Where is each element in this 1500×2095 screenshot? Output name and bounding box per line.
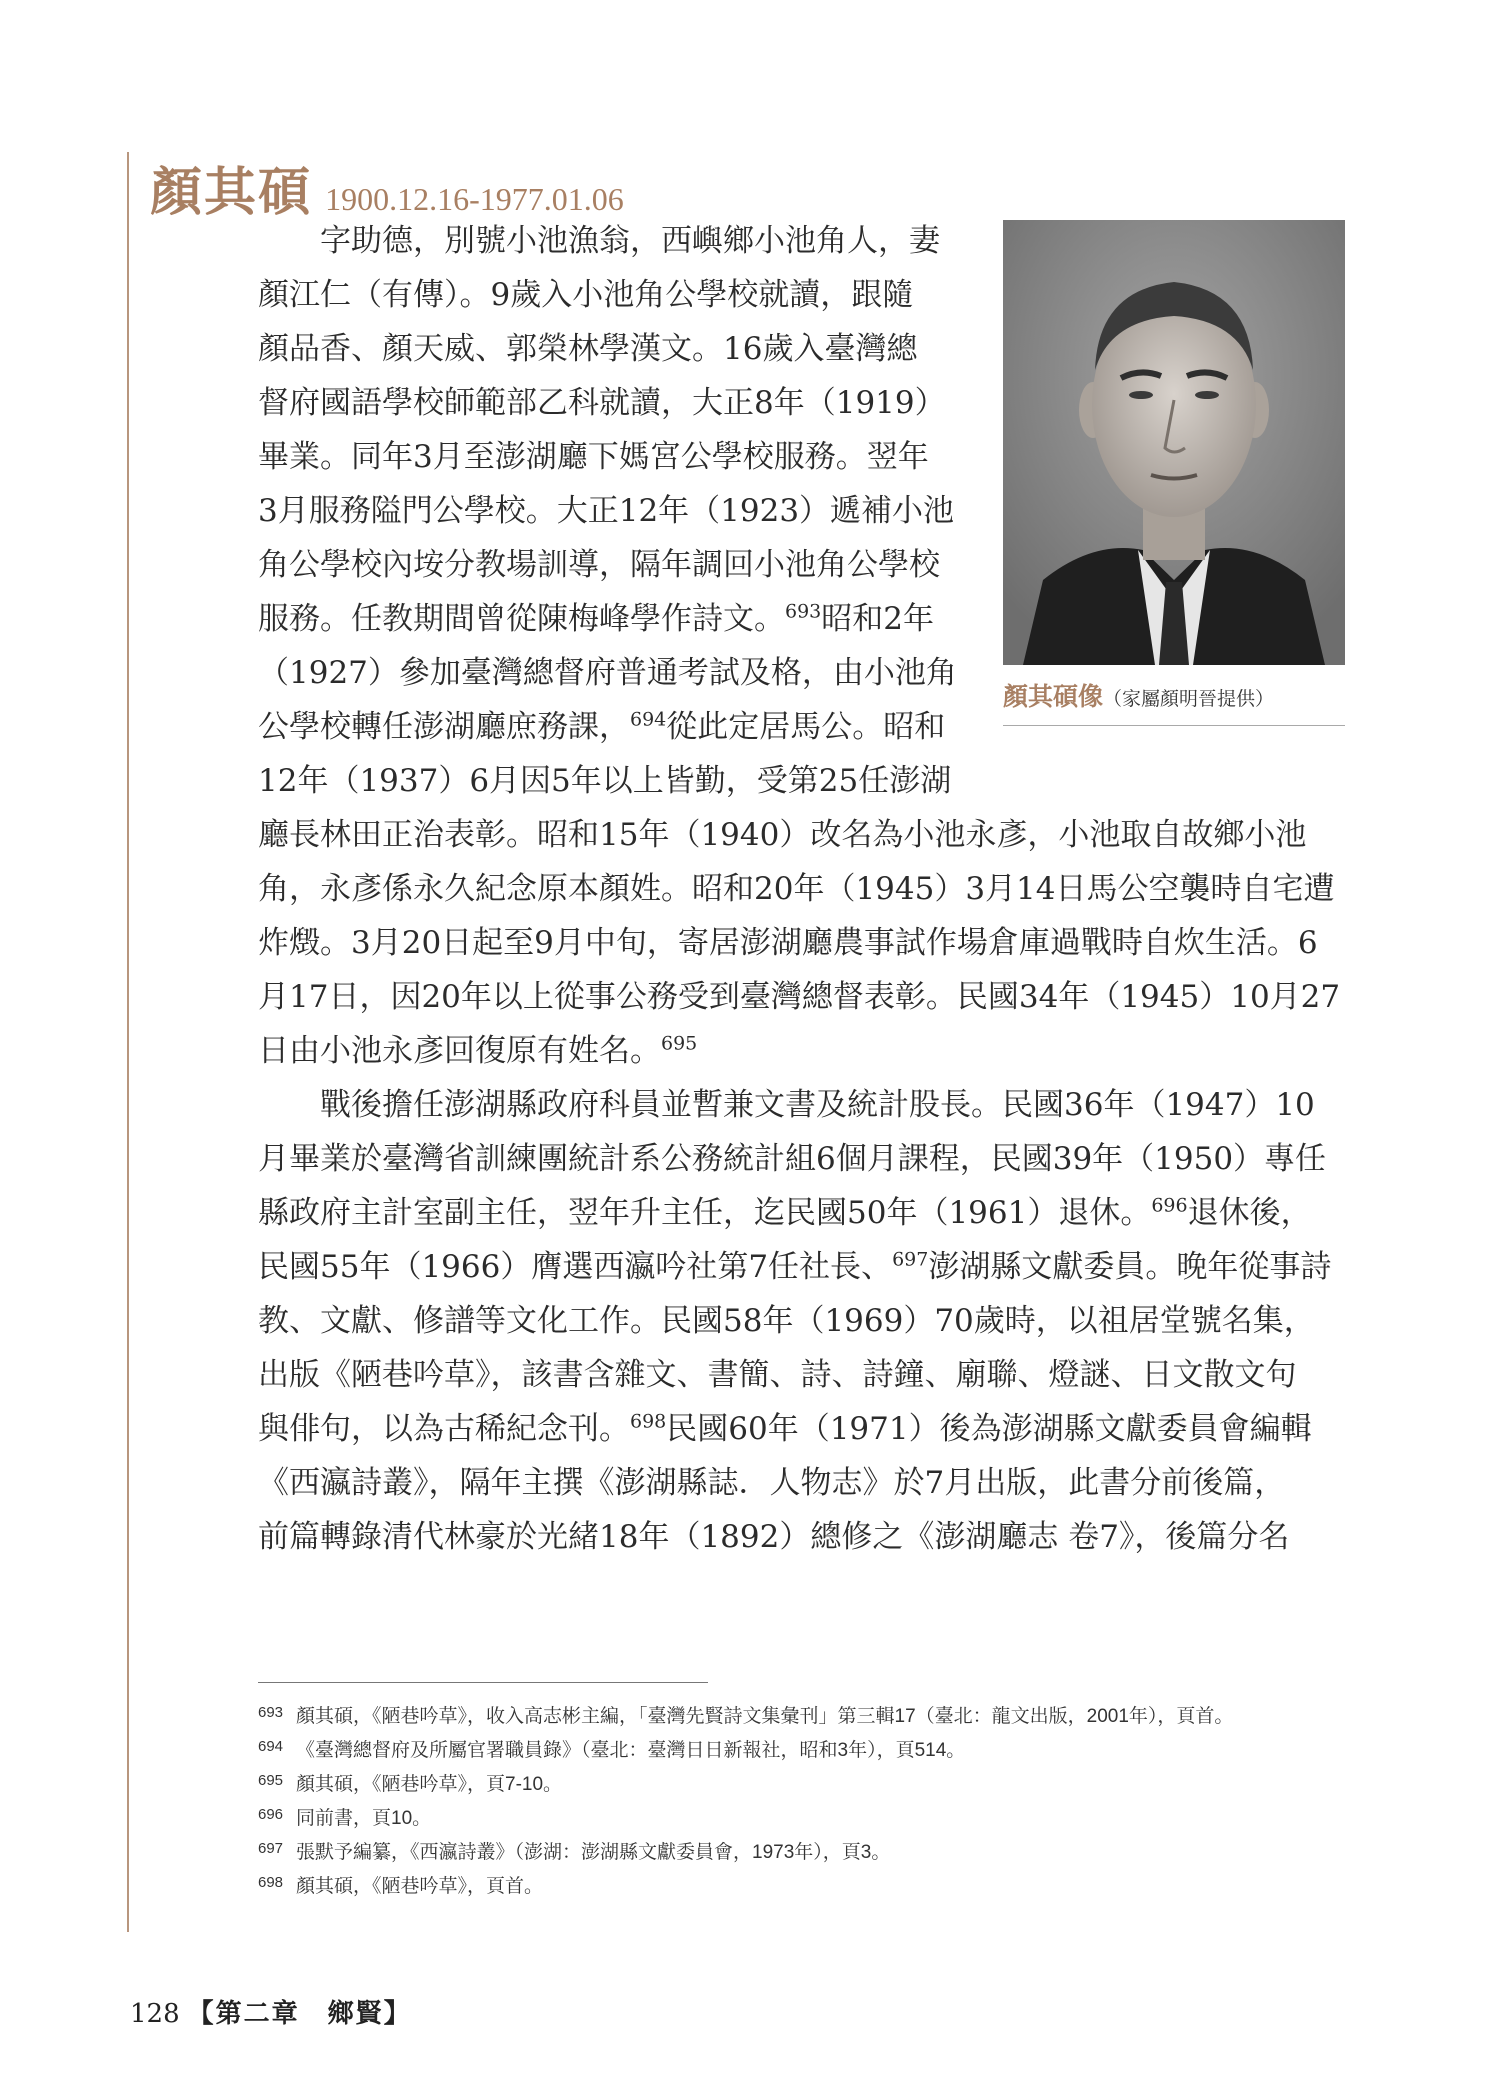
footnote-text: 顏其碩，《陋巷吟草》，頁7-10。: [296, 1774, 563, 1795]
footnote-number: 693: [258, 1704, 284, 1721]
footnote-ref: 697: [892, 1248, 929, 1271]
text-line: 月17日，因20年以上從事公務受到臺灣總督表彰。民國34年（1945）10月27: [258, 979, 1341, 1015]
text-segment: 民國55年（1966）膺選西瀛吟社第7任社長、: [258, 1249, 893, 1285]
text-line: 顏品香、顏天威、郭榮林學漢文。16歲入臺灣總: [258, 331, 918, 367]
caption-credit: （家屬顏明晉提供）: [1103, 689, 1275, 710]
text-line: 出版《陋巷吟草》，該書含雜文、書簡、詩、詩鐘、廟聯、燈謎、日文散文句: [258, 1357, 1297, 1393]
footnote: [258, 1700, 1348, 1734]
footnote-ref: 696: [1151, 1194, 1188, 1217]
footnote-number: 696: [258, 1806, 284, 1823]
footnote-ref: 693: [785, 600, 822, 623]
footnote-number: 695: [258, 1772, 284, 1789]
text-line: 顏江仁（有傳）。9歲入小池角公學校就讀，跟隨: [258, 277, 914, 313]
text-line: 教、文獻、修譜等文化工作。民國58年（1969）70歲時，以祖居堂號名集，: [258, 1303, 1315, 1339]
text-line: 《西瀛詩叢》，隔年主撰《澎湖縣誌．人物志》於7月出版，此書分前後篇，: [258, 1465, 1286, 1501]
text-line: 3月服務隘門公學校。大正12年（1923）遞補小池: [258, 493, 955, 529]
footnote: [258, 1802, 1348, 1836]
footnote-number: 694: [258, 1738, 284, 1755]
footnote-ref: 698: [630, 1410, 667, 1433]
text-segment: 澎湖縣文獻委員。晚年從事詩: [928, 1249, 1332, 1285]
text-segment: 昭和2年: [821, 601, 934, 637]
footnote-number: 698: [258, 1874, 284, 1891]
page-footer: [130, 1993, 412, 2030]
footnote-ref: 695: [661, 1032, 698, 1055]
footnote-divider: [258, 1682, 708, 1683]
caption-title: 顏其碩像: [1003, 683, 1104, 711]
paragraph-2: [258, 1078, 1331, 1564]
text-segment: 日由小池永彥回復原有姓名。: [258, 1033, 661, 1069]
text-line: [258, 1402, 1331, 1456]
footnote-text: 同前書，頁10。: [296, 1808, 432, 1829]
portrait-caption: [1003, 677, 1345, 713]
text-line: 前篇轉錄清代林豪於光緒18年（1892）總修之《澎湖廳志 卷7》，後篇分名: [258, 1519, 1290, 1555]
text-line: 炸燬。3月20日起至9月中旬，寄居澎湖廳農事試作場倉庫過戰時自炊生活。6: [258, 925, 1318, 961]
footnote-text: 顏其碩，《陋巷吟草》，頁首。: [296, 1876, 544, 1897]
text-line: 廳長林田正治表彰。昭和15年（1940）改名為小池永彥，小池取自故鄉小池: [258, 817, 1307, 853]
text-line: 戰後擔任澎湖縣政府科員並暫兼文書及統計股長。民國36年（1947）10: [320, 1087, 1315, 1123]
text-segment: 退休後，: [1187, 1195, 1312, 1231]
text-line: 角，永彥係永久紀念原本顏姓。昭和20年（1945）3月14日馬公空襲時自宅遭: [258, 871, 1335, 907]
text-segment: 縣政府主計室副主任，翌年升主任，迄民國50年（1961）退休。: [258, 1195, 1152, 1231]
text-line: [258, 1186, 1331, 1240]
footnote-text: 顏其碩，《陋巷吟草》，收入高志彬主編，「臺灣先賢詩文集彙刊」第三輯17（臺北：龍文出版，2001年），頁首。: [296, 1706, 1234, 1727]
footnotes: [258, 1700, 1348, 1904]
page-number: 128: [130, 1999, 180, 2029]
text-line: 12年（1937）6月因5年以上皆勤，受第25任澎湖: [258, 763, 952, 799]
text-segment: 民國60年（1971）後為澎湖縣文獻委員會編輯: [666, 1411, 1312, 1447]
margin-rule: [127, 152, 129, 1932]
portrait-figure: [1003, 220, 1345, 726]
life-dates: 1900.12.16-1977.01.06: [325, 181, 624, 217]
footnote: [258, 1836, 1348, 1870]
footnote-text: 張默予編纂，《西瀛詩叢》（澎湖：澎湖縣文獻委員會，1973年），頁3。: [296, 1842, 891, 1863]
footnote-ref: 694: [630, 708, 667, 731]
footnote-number: 697: [258, 1840, 284, 1857]
caption-divider: [1003, 725, 1345, 726]
text-segment: 公學校轉任澎湖廳庶務課，: [258, 709, 630, 745]
chapter-label: 【第二章 鄉賢】: [187, 1999, 412, 2029]
text-line: 角公學校內垵分教場訓導，隔年調回小池角公學校: [258, 547, 940, 583]
footnote: [258, 1734, 1348, 1768]
text-line: 月畢業於臺灣省訓練團統計系公務統計組6個月課程，民國39年（1950）專任: [258, 1141, 1327, 1177]
footnote-text: 《臺灣總督府及所屬官署職員錄》（臺北：臺灣日日新報社，昭和3年），頁514。: [296, 1740, 966, 1761]
text-segment: 服務。任教期間曾從陳梅峰學作詩文。: [258, 601, 785, 637]
text-line: 畢業。同年3月至澎湖廳下媽宮公學校服務。翌年: [258, 439, 929, 475]
person-name: 顏其碩: [150, 162, 313, 223]
text-line: [258, 1240, 1331, 1294]
footnote: [258, 1768, 1348, 1802]
text-line: 督府國語學校師範部乙科就讀，大正8年（1919）: [258, 385, 946, 421]
text-segment: 從此定居馬公。昭和: [666, 709, 946, 745]
portrait-photo: [1003, 220, 1345, 665]
text-line: 字助德，別號小池漁翁，西嶼鄉小池角人，妻: [320, 223, 940, 259]
text-line: [258, 1024, 1340, 1078]
text-line: （1927）參加臺灣總督府普通考試及格，由小池角: [258, 655, 957, 691]
text-segment: 與俳句，以為古稀紀念刊。: [258, 1411, 630, 1447]
footnote: [258, 1870, 1348, 1904]
